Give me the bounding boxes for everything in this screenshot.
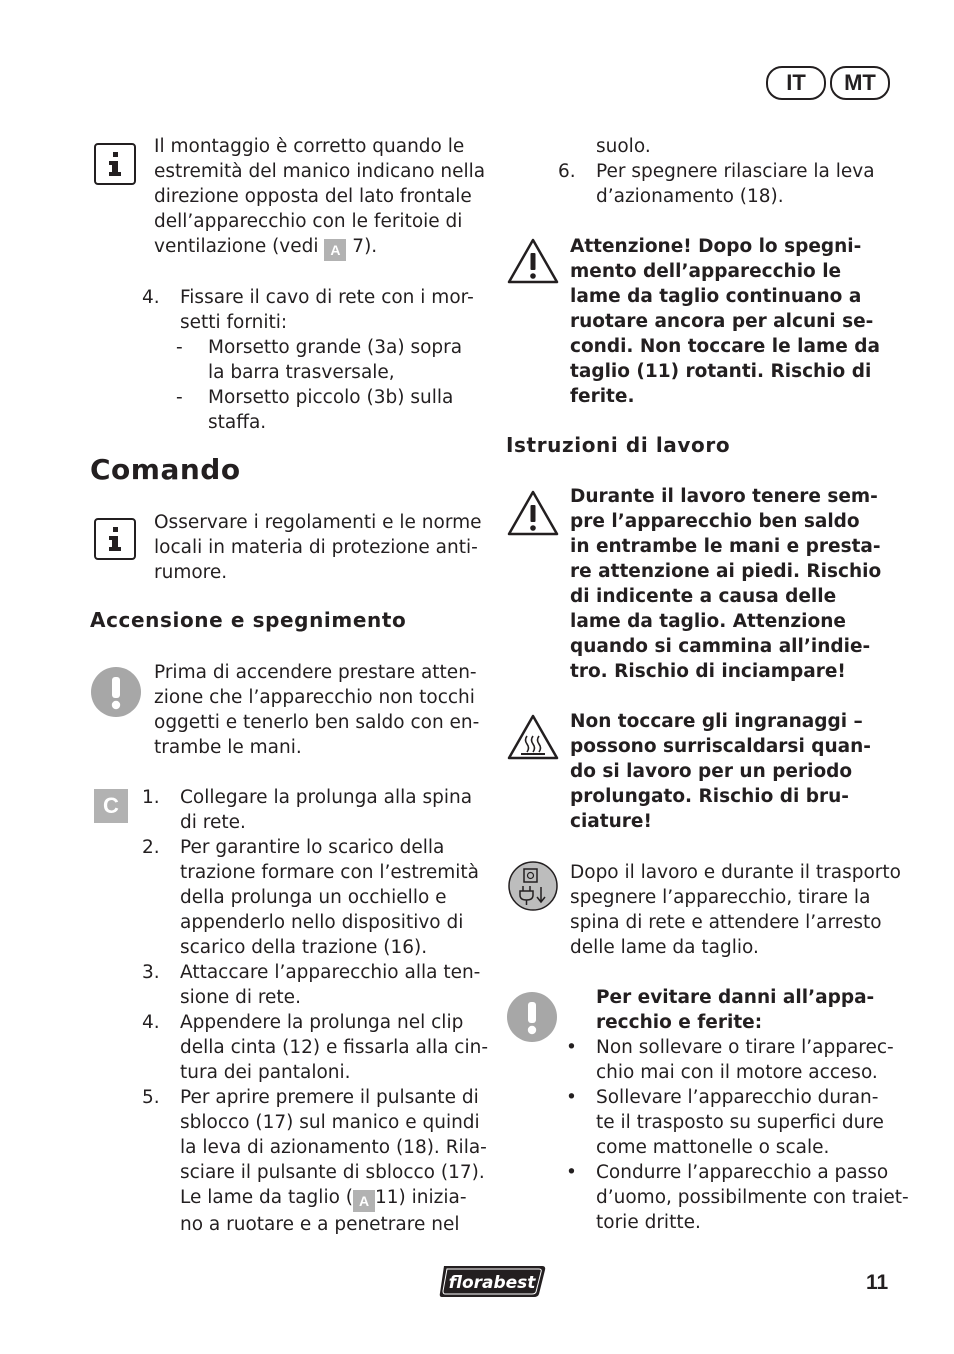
text-line: della cinta (12) e fissarla alla cin- xyxy=(180,1037,489,1058)
text-line: prolungato. Rischio di bru- xyxy=(570,786,849,807)
text-line: Il montaggio è corretto quando le xyxy=(154,136,465,157)
text-fragment: 7). xyxy=(352,236,378,257)
figure-ref-badge: A xyxy=(324,239,346,261)
step-text xyxy=(180,1085,487,1237)
text-line: spegnere l’apparecchio, tirare la xyxy=(570,887,871,908)
text-line: quando si cammina all’indie- xyxy=(570,636,871,657)
text-line: la leva di azionamento (18). Rila- xyxy=(180,1137,487,1158)
text-line: torie dritte. xyxy=(596,1212,701,1233)
text-line: mento dell’apparecchio le xyxy=(570,261,842,282)
text-line: pre l’apparecchio ben saldo xyxy=(570,511,860,532)
text-line: dell’apparecchio con le feritoie di xyxy=(154,211,463,232)
text-line: Per garantire lo scarico della xyxy=(180,837,445,858)
dash-marker: - xyxy=(176,387,183,408)
text-line: staffa. xyxy=(208,412,267,433)
text-line: Morsetto grande (3a) sopra xyxy=(208,337,463,358)
text-line: do si lavoro per un periodo xyxy=(570,761,853,782)
text-line: Non sollevare o tirare l’apparec- xyxy=(596,1037,894,1058)
text-fragment: ventilazione (vedi xyxy=(154,236,319,257)
page-number: 11 xyxy=(866,1271,889,1294)
bullet-marker: • xyxy=(566,1037,577,1058)
step-text xyxy=(180,960,480,1010)
step-text xyxy=(596,159,875,209)
warning-blades xyxy=(570,234,880,409)
text-line: spina di rete e attendere l’arresto xyxy=(570,912,882,933)
text-line: no a ruotare e a penetrare nel xyxy=(180,1214,460,1235)
text-line: recchio e ferite: xyxy=(596,1012,763,1033)
step-number: 2. xyxy=(142,837,160,858)
text-line: possono surriscaldarsi quan- xyxy=(570,736,871,757)
step-text xyxy=(180,1010,488,1085)
text-line: appenderlo nello dispositivo di xyxy=(180,912,464,933)
info-icon xyxy=(94,518,136,560)
text-line: rumore. xyxy=(154,562,228,583)
text-line: Attaccare l’apparecchio alla ten- xyxy=(180,962,481,983)
text-line: sciare il pulsante di sblocco (17). xyxy=(180,1162,485,1183)
text-line: Per spegnere rilasciare la leva xyxy=(596,161,875,182)
step-number: 1. xyxy=(142,787,160,808)
text-line: Non toccare gli ingranaggi – xyxy=(570,711,863,732)
text-line: scarico della trazione (16). xyxy=(180,937,428,958)
text-line xyxy=(180,1185,487,1212)
text-line: tro. Rischio di inciampare! xyxy=(570,661,846,682)
text-line: delle lame da taglio. xyxy=(570,937,759,958)
lang-badge-it: IT xyxy=(766,66,826,100)
text-line: re attenzione ai piedi. Rischio xyxy=(570,561,882,582)
bullet-marker: • xyxy=(566,1162,577,1183)
unplug-note xyxy=(570,860,901,960)
text-line: Per evitare danni all’appa- xyxy=(596,987,875,1008)
text-line: d’azionamento (18). xyxy=(596,186,784,207)
figure-reference-c: C xyxy=(94,789,128,823)
step-number: 3. xyxy=(142,962,160,983)
text-line: locali in materia di protezione anti- xyxy=(154,537,478,558)
text-line: ferite. xyxy=(570,386,635,407)
warning-triangle-icon xyxy=(506,489,560,537)
dash-marker: - xyxy=(176,337,183,358)
hot-surface-icon xyxy=(506,713,560,761)
step-text xyxy=(180,785,472,835)
text-line: Prima di accendere prestare atten- xyxy=(154,662,477,683)
step-number: 4. xyxy=(142,1012,160,1033)
exclamation-icon xyxy=(507,992,557,1042)
text-line: zione che l’apparecchio non tocchi xyxy=(154,687,475,708)
text-line: lame da taglio. Attenzione xyxy=(570,611,846,632)
text-fragment: Le lame da taglio ( xyxy=(180,1187,353,1208)
step-number: 4. xyxy=(142,287,160,308)
text-line: Morsetto piccolo (3b) sulla xyxy=(208,387,454,408)
text-line: setti forniti: xyxy=(180,312,288,333)
step-continuation: suolo. xyxy=(596,136,651,157)
warning-hot-gears xyxy=(570,709,871,834)
step-number: 5. xyxy=(142,1087,160,1108)
caution-title xyxy=(596,985,874,1035)
text-line: trambe le mani. xyxy=(154,737,302,758)
bullet-marker: • xyxy=(566,1087,577,1108)
text-line: ciature! xyxy=(570,811,652,832)
text-line: estremità del manico indicano nella xyxy=(154,161,486,182)
text-line: d’uomo, possibilmente con traiet- xyxy=(596,1187,909,1208)
brand-logo xyxy=(438,1261,548,1301)
text-line: Fissare il cavo di rete con i mor- xyxy=(180,287,474,308)
text-line: di rete. xyxy=(180,812,246,833)
text-line: Per aprire premere il pulsante di xyxy=(180,1087,479,1108)
info-icon xyxy=(94,143,136,185)
text-line: oggetti e tenerlo ben saldo con en- xyxy=(154,712,480,733)
text-line: condi. Non toccare le lame da xyxy=(570,336,880,357)
text-fragment: 11) inizia- xyxy=(375,1187,467,1208)
unplug-icon xyxy=(508,861,558,911)
text-line: Collegare la prolunga alla spina xyxy=(180,787,473,808)
text-line: ruotare ancora per alcuni se- xyxy=(570,311,874,332)
text-line: Attenzione! Dopo lo spegni- xyxy=(570,236,862,257)
text-line: Sollevare l’apparecchio duran- xyxy=(596,1087,879,1108)
bullet-item xyxy=(596,1035,894,1085)
bullet-item xyxy=(596,1085,884,1160)
text-line: della prolunga un occhiello e xyxy=(180,887,447,908)
sub-item xyxy=(208,335,462,385)
text-line: lame da taglio continuano a xyxy=(570,286,862,307)
text-line: tura dei pantaloni. xyxy=(180,1062,351,1083)
text-line: te il trasposto su superfici dure xyxy=(596,1112,884,1133)
text-line: la barra trasversale, xyxy=(208,362,395,383)
caution-note xyxy=(154,660,479,760)
logo-text: florabest xyxy=(448,1273,536,1293)
info-note-assembly xyxy=(154,134,485,261)
step-text xyxy=(180,285,474,335)
lang-badge-mt: MT xyxy=(830,66,890,100)
text-line: in entrambe le mani e presta- xyxy=(570,536,881,557)
text-line: taglio (11) rotanti. Rischio di xyxy=(570,361,872,382)
warning-work xyxy=(570,484,881,684)
step-number: 6. xyxy=(558,161,576,182)
text-line: come mattonelle o scale. xyxy=(596,1137,830,1158)
text-line: Appendere la prolunga nel clip xyxy=(180,1012,464,1033)
section-heading: Comando xyxy=(90,453,241,486)
sub-item xyxy=(208,385,453,435)
step-text xyxy=(180,835,479,960)
text-line: Durante il lavoro tenere sem- xyxy=(570,486,878,507)
text-line xyxy=(154,234,485,261)
text-line: sblocco (17) sul manico e quindi xyxy=(180,1112,480,1133)
figure-ref-badge: A xyxy=(353,1190,375,1212)
subsection-heading: Istruzioni di lavoro xyxy=(506,433,731,457)
text-line: Osservare i regolamenti e le norme xyxy=(154,512,482,533)
warning-triangle-icon xyxy=(506,237,560,285)
text-line: Dopo il lavoro e durante il trasporto xyxy=(570,862,901,883)
text-line: di indicente a causa delle xyxy=(570,586,837,607)
info-note-noise xyxy=(154,510,482,585)
text-line: trazione formare con l’estremità xyxy=(180,862,480,883)
subsection-heading: Accensione e spegnimento xyxy=(90,608,407,632)
text-line: sione di rete. xyxy=(180,987,301,1008)
text-line: direzione opposta del lato frontale xyxy=(154,186,472,207)
text-line: chio mai con il motore acceso. xyxy=(596,1062,878,1083)
bullet-item xyxy=(596,1160,909,1235)
exclamation-icon xyxy=(91,667,141,717)
text-line: Condurre l’apparecchio a passo xyxy=(596,1162,889,1183)
